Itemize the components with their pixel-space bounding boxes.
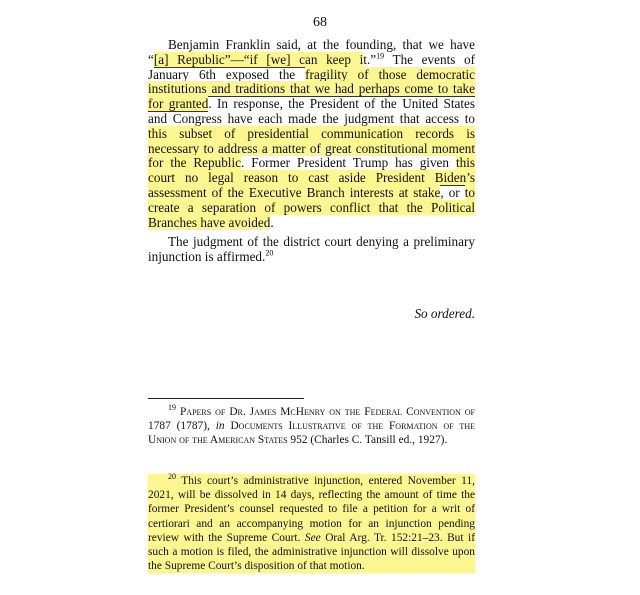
text-span: (1787),: [170, 420, 216, 433]
opinion-paragraph-2: [148, 235, 475, 265]
footnote-number: 20: [168, 472, 176, 482]
text-span: . Former President Trump has given: [241, 155, 456, 171]
highlight-span: to create a separation of powers conflict that the Political Branches have avoided: [148, 184, 475, 230]
footnote-19: [148, 405, 475, 448]
text-span: Oral Arg. Tr. 152:21–23. But if such a motion is filed, the administrative injunction will dissolve upon the Supreme Court’s disposition of that motion.: [148, 531, 475, 573]
footnote-number: 19: [168, 403, 176, 413]
page-number: 68: [313, 15, 327, 30]
footnote-divider: [148, 398, 304, 399]
footnote-20: [148, 474, 475, 573]
highlight-span: this subset of presidential communication records is necessary to address a matter of great constitutional moment for the Republic: [148, 125, 475, 171]
text-span: , or: [440, 184, 465, 200]
text-span: Documents Illustrative of the Formation of the Union of the American States: [148, 420, 475, 447]
text-span: This court’s administrative injunction, entered November 11, 2021, will be dissolved in 14 days, reflecting the amount of time the former President’s counsel requested to file a petition for a writ of certiorari and an accompanying motion for an injunction pending review with the Supreme Court.: [148, 475, 475, 544]
so-ordered: So ordered.: [414, 306, 475, 321]
highlight-span: [a] Republic”—“if [we] can keep i: [153, 51, 364, 67]
text-span: in: [215, 420, 225, 433]
highlight-span: this court no legal reason to cast aside President Biden’s assessment of the Executive Branch interests at stake: [148, 155, 475, 200]
text-span: 952 (Charles C. Tansill ed., 1927).: [287, 434, 448, 447]
text-span: The events of January 6th exposed the: [148, 51, 475, 82]
highlight-span: fragility of those democratic institutions and traditions that we had perhaps come to take for granted: [148, 66, 476, 112]
text-span: Benjamin Franklin said, at the founding, that we have “: [148, 37, 475, 67]
text-span: . In response, the President of the United States and Congress have each made the judgment that access to: [148, 96, 475, 126]
text-span: Papers of Dr. James McHenry on the Federal Convention of 1787: [148, 406, 475, 433]
opinion-paragraph-1: [148, 38, 475, 230]
footnote-ref-19: 19: [376, 51, 385, 61]
text-span: .: [270, 214, 274, 230]
text-span: See: [304, 531, 321, 544]
text-span: t.”: [363, 51, 377, 67]
footnote-ref-20: 20: [265, 248, 274, 258]
text-span: The judgment of the district court denying a preliminary injunction is affirmed.: [148, 234, 475, 264]
